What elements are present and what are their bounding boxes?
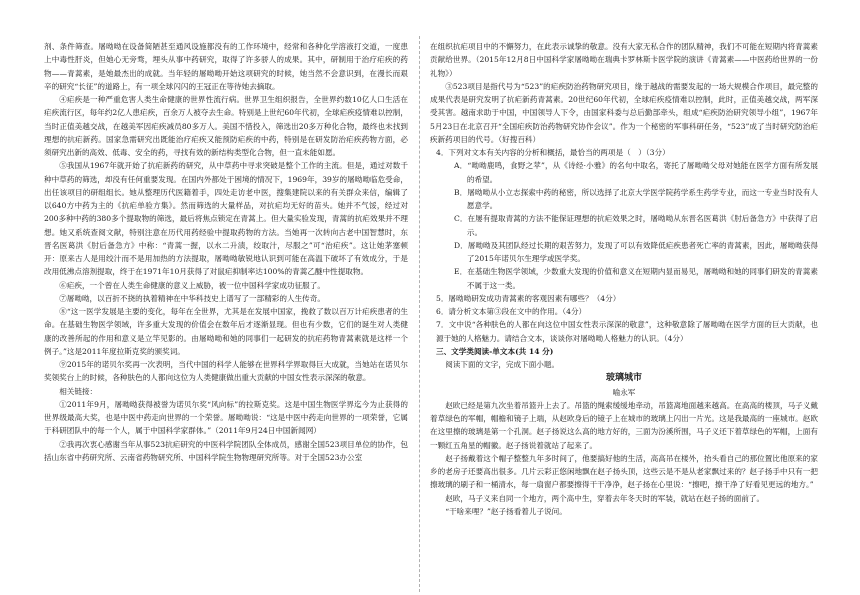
left-column-para-2: ⑤我国从1967年就开始了抗疟新药的研究，从中草药中寻求突破是整个工作的主流。但是，通过对数千种中草药的筛选，却没有任何重要发现。在国内外都处于困境的情况下，1969年，39岁的屠呦呦临危受命，出任该项目的研组组长。她从整理历代医籍着手，四处走访老中医，搜集建院以来的有关群众来信，编辑了以640方中药为主的《抗疟单验方集》。然而筛选的大量样品，对抗疟均无好的苗头。她并不气馁，经过对200多种中药的380多个提取物的筛选，最后将焦点锁定在青蒿上。但大量实验发现，青蒿的抗疟效果并不理想。她又系统查阅文献，特别注意在历代用药经验中提取药物的方法。当她再一次转向古老中国智慧时，东晋名医葛洪《肘后备急方》中称：“青蒿一握，以水二升渍，绞取汁，尽服之”可“治疟疾”。这让她茅塞顿开：原来古人是用绞汁而不是用加热的方法提取，屠呦呦敏锐地认识到可能在高温下破坏了有效成分，于是改用低沸点溶剂提取，终于在1971年10月获得了对鼠疟抑制率达100%的青蒿乙醚中性提取物。 bbox=[44, 161, 408, 277]
right-column-opt-4: B．屠呦呦从小立志探索中药的秘密，所以选择了北京大学医学院药学系生药学专业，而这一专业当时没有人愿意学。 bbox=[454, 187, 818, 210]
right-column-para-12: 阅读下面的文字，完成下面小题。 bbox=[445, 360, 560, 369]
right-column-para-15: 赵欧已经是第九次坐着吊篮升上去了。吊篮的绳索缓缓地牵动，吊篮离地面越来越高。在高高的楼顶，马子义戴着草绿色的军帽，帽檐和镜子上端，从赵欧身后的镜子上在城市的玻璃上闪出一片光。这是我最高的一座城市。赵欧在这里擦的玻璃是第一个孔洞。赵子扬说这么高的地方好的，三面为汾溪所围，马子义还下着草绿色的军帽，上面有一颗红五角星的帽徽。赵子扬说着就站了起来了。 bbox=[430, 400, 818, 450]
right-column-para-1: ③523项目是指代号为“523”的疟疾防治药物研究项目，缘于越战的需要发起的一场大规模合作项目，最完整的成果代表是研究发明了抗疟新药青蒿素。20世纪60年代初，全球疟疾疫情难以控制，此时，正值美越交战，两军深受其害。越南求助于中国，中国领导人下令，由国家科委与总后勤部牵头，组成“疟疾防治研究领导小组”，1967年5月23日在北京召开“全国疟疾防治药物研究协作会议”。作为一个秘密的军事科研任务，“523”成了当时研究防治疟疾新药项目的代号。（好搜百科） bbox=[430, 81, 818, 144]
left-column-para-9: ②我再次衷心感谢当年从事523抗疟研究的中医科学院团队全体成员，感谢全国523项目单位的协作，包括山东省中药研究所、云南省药物研究所、中国科学院生物物理研究所等。对于全国523办公室 bbox=[44, 439, 408, 462]
right-column-q-9: 6．请分析文本第③段在文中的作用。（4分） bbox=[436, 307, 587, 316]
left-column bbox=[44, 40, 408, 590]
right-column-opt-6: D．屠呦呦及其团队经过长期的艰苦努力，发现了可以有效降低疟疾患者死亡率的青蒿素，因此，屠呦呦获得了2015年诺贝尔生理学或医学奖。 bbox=[454, 240, 818, 263]
left-column-para-8: ①2011年9月，屠呦呦获得被誉为诺贝尔奖“风向标”的拉斯克奖。这是中国生物医学界迄今为止获得的世界级最高大奖，也是中医中药走向世界的一个荣誉。屠呦呦说：“这是中医中药走向世界的一项荣誉，它属于科研团队中的每一个人，属于中国科学家群体。”（2011年9月24日中国新闻网） bbox=[44, 399, 408, 436]
left-column-para-6: ⑨2015年的诺贝尔奖再一次表明，当代中国的科学人能够在世界科学界取得巨大成就，当她站在诺贝尔奖领奖台上的时候，各种肤色的人都向这位为人类健康做出重大贡献的中国女性表示深深的敬意。 bbox=[44, 360, 408, 383]
right-column-para-18: “干啥来哩？”赵子扬看着儿子说问。 bbox=[445, 506, 567, 516]
right-column-opt-5: C．在屡有提取青蒿的方法不能保证理想的抗疟效果之时，屠呦呦从东晋名医葛洪《肘后备急方》中获得了启示。 bbox=[454, 214, 818, 237]
right-column-q-10: 7．文中说“各种肤色的人都在向这位中国女性表示深深的敬意”，这种敬意除了屠呦呦在医学方面的巨大贡献，也源于她的人格魅力。请结合文本，谈谈你对屠呦呦人格魅力的认识。（4分） bbox=[436, 320, 818, 343]
right-column-article-author-14: 喻永军 bbox=[612, 387, 636, 397]
right-column-para-17: 赵欧，马子义来自同一个地方，两个高中生，穿着去年冬天时的军装，就站在赵子扬的面前了。 bbox=[445, 493, 765, 503]
right-column-q-8: 5．屠呦呦研发成功青蒿素的客观因素有哪些？（4分） bbox=[436, 293, 621, 303]
left-column-para-5: ⑧“这一医学发展是主要的变化，每年在全世界，尤其是在发展中国家，挽救了数以百万计疟疾患者的生命。在基础生物医学领域，许多重大发现的价值会在数年后才逐渐显现。但也有少数，它们的诞生对人类健康的改善所起的作用和意义是立竿见影的。由屠呦呦和她的同事们一起研发的抗疟药物青蒿素就是这样一个例子。”这是2011年度拉斯克奖的颁奖词。 bbox=[44, 307, 408, 356]
left-column-noindent-0: 剂、条件筛查。屠呦呦在设备简陋甚至通风设施都没有的工作环境中，经常和各种化学溶液打交道，一度患上中毒性肝炎，但她心无旁骛，埋头从事中药研究，取得了许多骄人的成果。其中，研制用于治疗疟疾的药物——青蒿素，是她最杰出的成就。当年轻的屠呦呦开始这项研究的时候，她当然不会意识到，在漫长而艰辛的研究“长征”的道路上，有一项全球闪闪的王冠正在等待她去摘取。 bbox=[44, 42, 408, 91]
left-column-para-1: ④疟疾是一种严重危害人类生命健康的世界性流行病。世界卫生组织报告，全世界约数10亿人口生活在疟疾流行区，每年约2亿人患疟疾，百余万人被夺去生命。特别是上世纪60年代初，全球疟疾疫情难以控制，当时正值美越交战，在越美军因疟疾减员80多万人。美国不惜投入，筛选出20多万种化合物，最终也未找到理想的抗疟新药。国家急需研究出既能治疗疟疾又能预防疟疾的中药，特别是在研发防治疟疾药物方面，必须研究出新的高效、低毒、安全的药，寻找有效的新结构类型化合物，但一直未能如愿。 bbox=[44, 95, 408, 157]
right-column bbox=[430, 40, 818, 590]
right-column-opt-7: E．在基础生物医学领域，少数重大发现的价值和意义在短期内显而易见，屠呦呦和她的同事们研发的青蒿素不属于这一类。 bbox=[454, 267, 818, 290]
right-column-noindent-0: 在组织抗疟项目中的不懈努力，在此表示诚挚的敬意。没有大家无私合作的团队精神，我们不可能在短期内将青蒿素贡献给世界。（2015年12月8日中国科学家屠呦呦在瑞典卡罗林斯卡医学院的演讲《青蒿素——中医药给世界的一份礼物》） bbox=[430, 42, 818, 78]
left-column-para-4: ⑦屠呦呦，以百折不挠的执着精神在中华科技史上谱写了一部精彩的人生传奇。 bbox=[59, 293, 325, 303]
right-column-opt-3: A．“呦呦鹿鸣，食野之苹”，从《诗经·小雅》的名句中取名，寄托了屠呦呦父母对她能在医学方面有所发展的希望。 bbox=[454, 161, 818, 184]
left-column-sub-heading-7: 相关链接： bbox=[59, 386, 98, 396]
right-column-q-2: 4．下列对文本有关内容的分析和概括，最恰当的两项是（ ）（3分） bbox=[436, 148, 670, 157]
right-column-article-title-13: 玻璃城市 bbox=[605, 373, 642, 384]
column-divider bbox=[419, 36, 420, 592]
left-column-para-3: ⑥疟疾，一个曾在人类生命健康的意义上威胁，被一位中国科学家成功征服了。 bbox=[59, 280, 325, 290]
right-column-section-heading-11: 三、文学类阅读-单文本(共 14 分) bbox=[436, 346, 554, 356]
right-column-para-16: 赵子扬戴着这个帽子整整九年多时间了，他要搞好他的生活，高高吊在楼外，抬头看自己的那位置比他原来的家乡的老房子还要高出很多。几片云彩正悠闲地飘在赵子扬头顶，这些云是不是从老家飘过来的？赵子扬手中只有一把擦玻璃的刷子和一桶清水，每一扇窗户都要擦得干干净净，赵子扬在心里说：“擦吧，擦干净了好看见更远的地方。” bbox=[430, 453, 818, 490]
